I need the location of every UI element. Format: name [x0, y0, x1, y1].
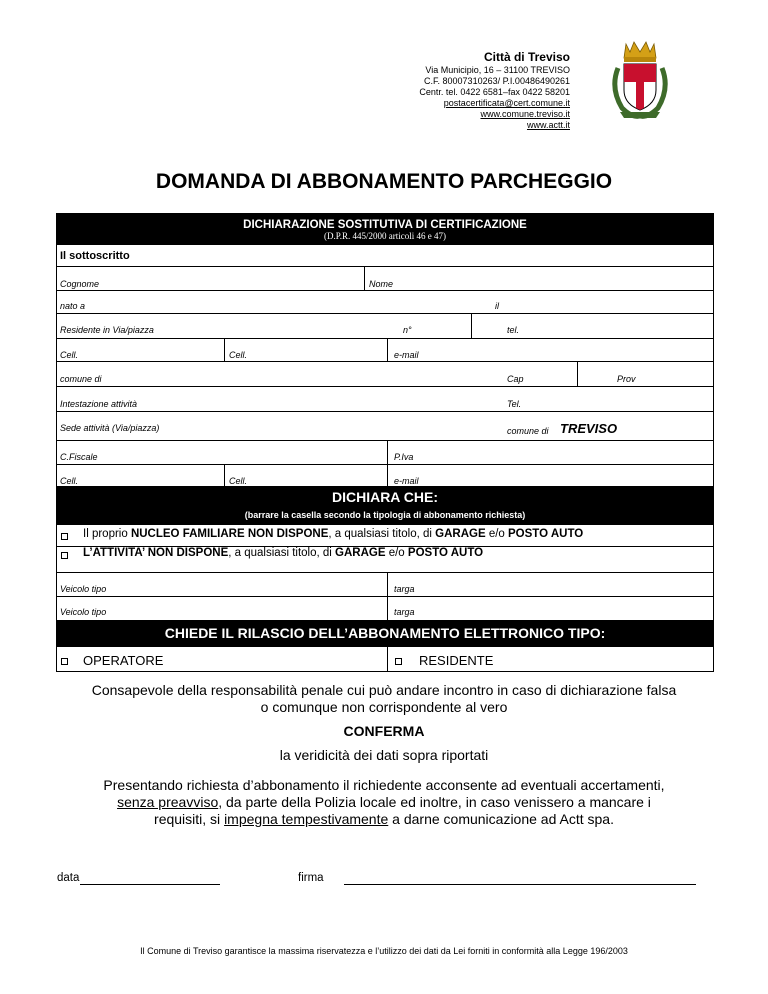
presentando-line3: requisiti, si impegna tempestivamente a darne comunicazione ad Actt spa.: [154, 811, 614, 827]
dichiara-bar: [57, 486, 713, 525]
org-address: Via Municipio, 16 – 31100 TREVISO: [425, 65, 570, 75]
operatore-checkbox[interactable]: [61, 658, 68, 665]
comune2-label: comune di: [507, 426, 549, 436]
cfiscale-label: C.Fiscale: [60, 452, 98, 462]
conferma-heading: CONFERMA: [343, 723, 425, 739]
privacy-footer: Il Comune di Treviso garantisce la massima riservatezza e l’utilizzo dei dati da Lei forniti in conformità alla Legge 196/2003: [140, 946, 628, 956]
org-name: Città di Treviso: [483, 50, 570, 64]
cell-field[interactable]: [57, 339, 224, 361]
targa2-label: targa: [394, 607, 415, 617]
cfiscale-field[interactable]: [57, 441, 387, 464]
comune-label: comune di: [60, 374, 102, 384]
firma-line: [344, 884, 696, 885]
email2-field[interactable]: [388, 465, 713, 486]
cap-field[interactable]: [472, 362, 577, 386]
cell3-field[interactable]: [57, 465, 224, 486]
data-field[interactable]: [80, 868, 220, 884]
prov-label: Prov: [617, 374, 636, 384]
tel-label: tel.: [507, 325, 520, 335]
piva-field[interactable]: [388, 441, 713, 464]
residente-label: RESIDENTE: [419, 653, 494, 668]
option-nucleo-text: Il proprio NUCLEO FAMILIARE NON DISPONE, a qualsiasi titolo, di GARAGE e/o POSTO AUTO: [83, 528, 584, 540]
chiede-title: CHIEDE IL RILASCIO DELL’ABBONAMENTO ELETTRONICO TIPO:: [164, 625, 606, 641]
cell2-label: Cell.: [229, 350, 248, 360]
sottoscritto-label: Il sottoscritto: [60, 250, 130, 262]
header-title: DICHIARAZIONE SOSTITUTIVA DI CERTIFICAZIONE: [243, 219, 527, 231]
residente-checkbox[interactable]: [395, 658, 402, 665]
data-label: data: [57, 872, 80, 884]
tel-field[interactable]: [472, 314, 713, 338]
veicolo2-field[interactable]: [57, 597, 387, 620]
org-web2-link[interactable]: www.actt.it: [526, 120, 570, 130]
residente-field[interactable]: [57, 314, 471, 338]
consapevole-line2: o comunque non corrispondente al vero: [260, 699, 508, 715]
targa1-field[interactable]: [388, 573, 713, 596]
org-email-link[interactable]: postacertificata@cert.comune.it: [443, 98, 570, 108]
city-crest-icon: [608, 38, 672, 120]
veicolo1-field[interactable]: [57, 573, 387, 596]
org-phone: Centr. tel. 0422 6581–fax 0422 58201: [419, 87, 570, 97]
targa2-field[interactable]: [388, 597, 713, 620]
residente-label: Residente in Via/piazza: [60, 325, 154, 335]
veicolo1-label: Veicolo tipo: [60, 584, 107, 594]
firma-label: firma: [298, 872, 324, 884]
cell3-label: Cell.: [60, 476, 79, 486]
header-subtitle: (D.P.R. 445/2000 articoli 46 e 47): [324, 231, 446, 241]
tel2-field[interactable]: [472, 387, 713, 411]
nato-a-field[interactable]: [57, 291, 489, 313]
numero-label: n°: [403, 325, 412, 335]
page-title: DOMANDA DI ABBONAMENTO PARCHEGGIO: [155, 170, 613, 193]
nome-label: Nome: [369, 279, 394, 289]
tel2-label: Tel.: [507, 399, 522, 409]
data-nascita-field[interactable]: [490, 291, 713, 313]
comune-value: TREVISO: [560, 421, 618, 436]
presentando-line1: Presentando richiesta d’abbonamento il richiedente acconsente ad eventuali accertamenti,: [103, 777, 665, 793]
chiede-bar: [57, 620, 713, 647]
sede-label: Sede attività (Via/piazza): [60, 423, 160, 433]
application-form: [56, 213, 714, 672]
cap-label: Cap: [507, 374, 524, 384]
presentando-line2: senza preavviso, da parte della Polizia locale ed inoltre, in caso venissero a mancare i: [117, 794, 651, 810]
operatore-label: OPERATORE: [83, 653, 164, 668]
dichiara-title: DICHIARA CHE:: [331, 489, 439, 505]
email-field[interactable]: [388, 339, 713, 361]
comune-field[interactable]: [57, 362, 471, 386]
prov-field[interactable]: [578, 362, 713, 386]
option-attivita-text: L’ATTIVITA’ NON DISPONE, a qualsiasi titolo, di GARAGE e/o POSTO AUTO: [83, 547, 484, 559]
nome-field[interactable]: [365, 267, 713, 290]
header-bar: [57, 214, 713, 245]
cell2-field[interactable]: [225, 339, 387, 361]
cognome-field[interactable]: [57, 267, 364, 290]
nato-a-label: nato a: [60, 301, 86, 311]
attivita-checkbox[interactable]: [61, 552, 68, 559]
organization-info: [419, 50, 570, 131]
cell4-label: Cell.: [229, 476, 248, 486]
veridicita-text: la veridicità dei dati sopra riportati: [279, 747, 489, 763]
consapevole-line1: Consapevole della responsabilità penale cui può andare incontro in caso di dichiarazione falsa: [91, 682, 677, 698]
data-line: [80, 884, 220, 885]
intestazione-label: Intestazione attività: [60, 399, 138, 409]
piva-label: P.Iva: [394, 452, 414, 462]
cell-label: Cell.: [60, 350, 79, 360]
org-web-link[interactable]: www.comune.treviso.it: [480, 109, 570, 119]
intestazione-field[interactable]: [57, 387, 471, 411]
firma-field[interactable]: [344, 868, 696, 884]
email-label: e-mail: [394, 350, 419, 360]
targa1-label: targa: [394, 584, 415, 594]
org-tax: C.F. 80007310263/ P.I.00486490261: [424, 76, 570, 86]
il-label: il: [495, 301, 499, 311]
cell4-field[interactable]: [225, 465, 387, 486]
nucleo-familiare-checkbox[interactable]: [61, 533, 68, 540]
email2-label: e-mail: [394, 476, 419, 486]
dichiara-subtitle: (barrare la casella secondo la tipologia di abbonamento richiesta): [244, 510, 526, 520]
cognome-label: Cognome: [60, 279, 100, 289]
veicolo2-label: Veicolo tipo: [60, 607, 107, 617]
